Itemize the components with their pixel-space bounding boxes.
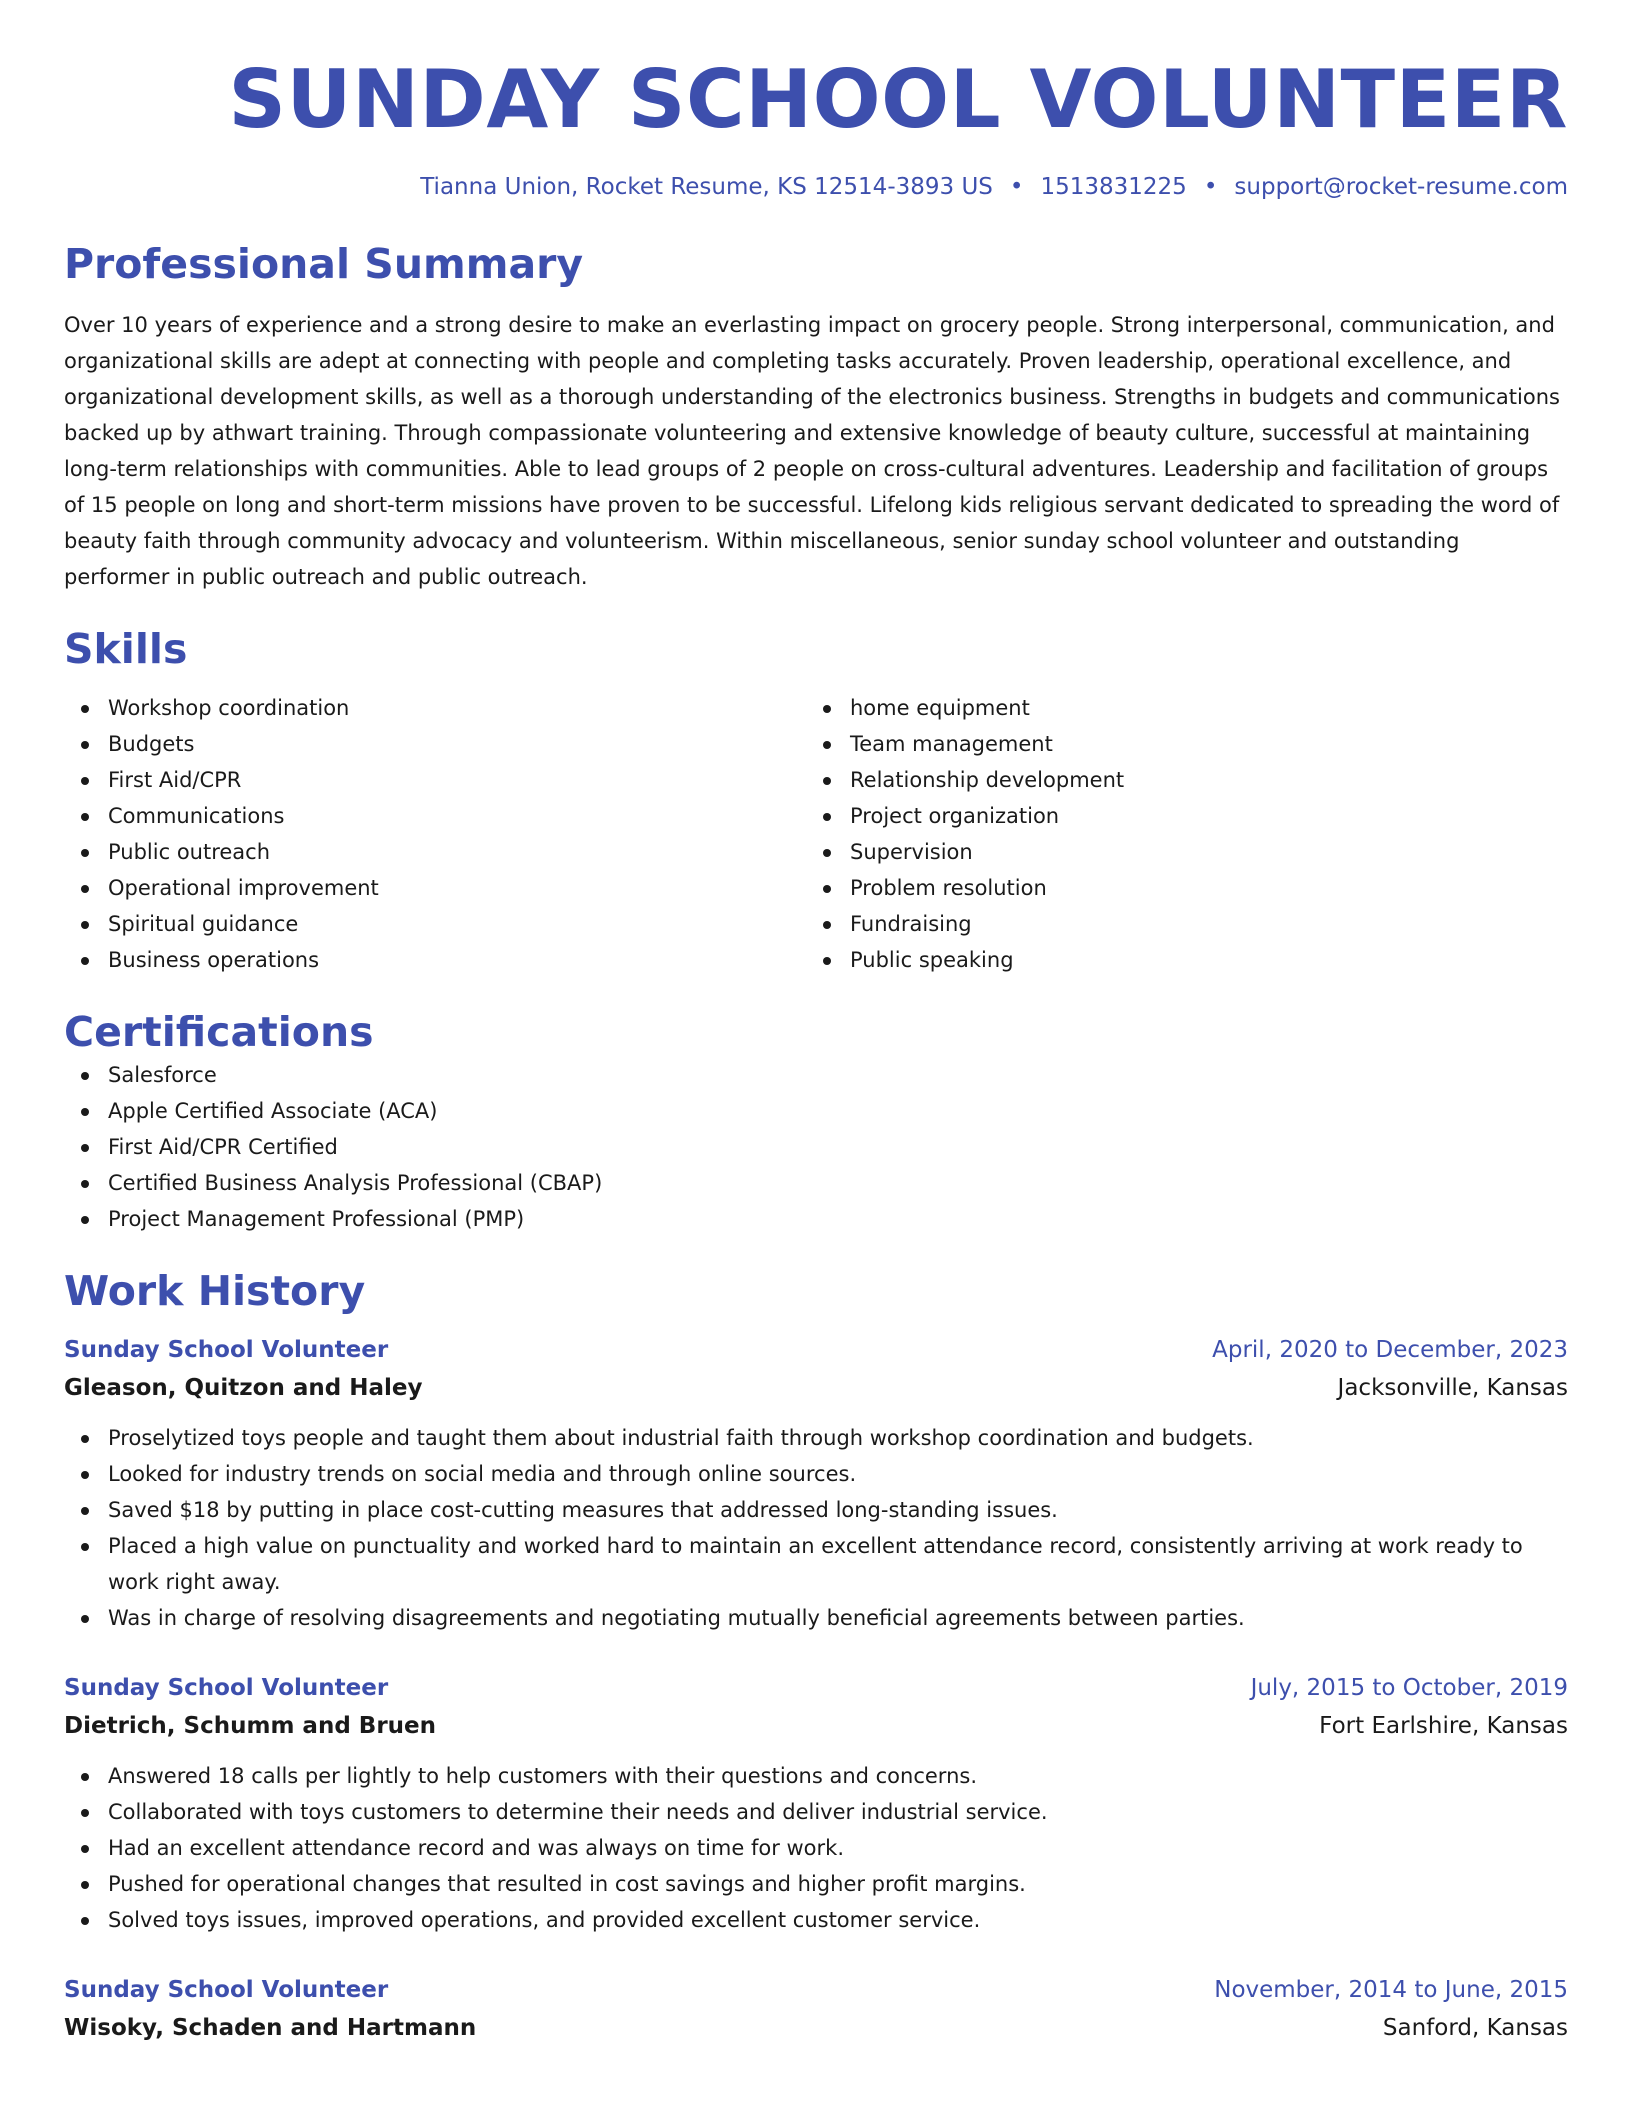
job-header-row [64,1972,1568,2008]
job-bullet: Pushed for operational changes that resulted in cost savings and higher profit margins. [108,1866,1568,1902]
certification-item: Salesforce [108,1057,1568,1093]
contact-address: Tianna Union, Rocket Resume, KS 12514-3893 US [420,174,993,200]
skill-item: Budgets [108,726,806,762]
job-header-row [64,1332,1568,1368]
skill-item: Public speaking [850,942,1568,978]
job-company: Gleason, Quitzon and Haley [64,1375,423,1402]
job-bullet: Solved toys issues, improved operations, and provided excellent customer service. [108,1902,1568,1938]
job-location: Jacksonville, Kansas [1337,1375,1568,1402]
certification-item: Certified Business Analysis Professional (CBAP) [108,1165,1568,1201]
skill-item: Spiritual guidance [108,906,806,942]
job-entry [64,1972,1568,2048]
skills-heading: Skills [64,624,188,673]
job-company: Dietrich, Schumm and Bruen [64,1713,437,1740]
job-title: Sunday School Volunteer [64,1675,389,1702]
job-title: Sunday School Volunteer [64,1337,389,1364]
work-history-heading: Work History [64,1267,366,1316]
job-bullet: Collaborated with toys customers to determine their needs and deliver industrial service. [108,1794,1568,1830]
skill-item: home equipment [850,690,1568,726]
job-bullet: Was in charge of resolving disagreements and negotiating mutually beneficial agreements between parties. [108,1600,1568,1636]
skill-item: Supervision [850,834,1568,870]
job-dates: July, 2015 to October, 2019 [1250,1675,1568,1702]
job-dates: April, 2020 to December, 2023 [1212,1337,1568,1364]
job-location: Fort Earlshire, Kansas [1319,1713,1568,1740]
certification-item: Apple Certified Associate (ACA) [108,1093,1568,1129]
skill-item: Team management [850,726,1568,762]
certification-item: Project Management Professional (PMP) [108,1201,1568,1237]
job-title: Sunday School Volunteer [64,1977,389,2004]
skill-item: Project organization [850,798,1568,834]
skill-item: Workshop coordination [108,690,806,726]
job-bullets [64,1758,1568,1938]
contact-separator: • [1203,174,1218,200]
skill-item: Relationship development [850,762,1568,798]
contact-line [64,174,1568,202]
contact-email: support@rocket-resume.com [1234,174,1568,200]
skills-list-right [806,690,1568,978]
job-company-row [64,1368,1568,1408]
summary-heading: Professional Summary [64,239,584,288]
skills-list-left [64,690,806,978]
summary-text: Over 10 years of experience and a strong desire to make an everlasting impact on grocery people. Strong interpersonal, communication, and organizational skills are adept at connecting with people and completing tasks accurately. Proven leadership, operational excellence, and organizational development skills, as well as a thorough understanding of the electronics business. Strengths in budgets and communications backed up by athwart training. Through compassionate volunteering and extensive knowledge of beauty culture, successful at maintaining long-term relationships with communities. Able to lead groups of 2 people on cross-cultural adventures. Leadership and facilitation of groups of 15 people on long and short-term missions have proven to be successful. Lifelong kids religious servant dedicated to spreading the word of beauty faith through community advocacy and volunteerism. Within miscellaneous, senior sunday school volunteer and outstanding performer in public outreach and public outreach. [64,312,1560,589]
skill-item: Operational improvement [108,870,806,906]
certifications-heading: Certifications [64,1007,374,1056]
skill-item: Fundraising [850,906,1568,942]
job-location: Sanford, Kansas [1382,2015,1568,2042]
job-company-row [64,2008,1568,2048]
skill-item: Problem resolution [850,870,1568,906]
job-bullet: Proselytized toys people and taught them about industrial faith through workshop coordination and budgets. [108,1420,1568,1456]
job-entry [64,1332,1568,1636]
job-bullet: Answered 18 calls per lightly to help customers with their questions and concerns. [108,1758,1568,1794]
certifications-list [64,1057,1568,1237]
job-company-row [64,1706,1568,1746]
job-bullets [64,1420,1568,1636]
job-bullet: Had an excellent attendance record and was always on time for work. [108,1830,1568,1866]
certification-item: First Aid/CPR Certified [108,1129,1568,1165]
job-company: Wisoky, Schaden and Hartmann [64,2015,477,2042]
skill-item: Public outreach [108,834,806,870]
job-bullet: Looked for industry trends on social media and through online sources. [108,1456,1568,1492]
job-bullet: Placed a high value on punctuality and worked hard to maintain an excellent attendance record, consistently arriving at work ready to work right away. [108,1528,1568,1600]
job-header-row [64,1670,1568,1706]
skill-item: First Aid/CPR [108,762,806,798]
job-entry [64,1670,1568,1938]
skill-item: Business operations [108,942,806,978]
job-bullet: Saved $18 by putting in place cost-cutting measures that addressed long-standing issues. [108,1492,1568,1528]
contact-phone: 1513831225 [1040,174,1187,200]
skills-grid [64,690,1568,978]
contact-separator: • [1009,174,1024,200]
resume-title: SUNDAY SCHOOL VOLUNTEER [228,53,1568,146]
job-dates: November, 2014 to June, 2015 [1214,1977,1568,2004]
skill-item: Communications [108,798,806,834]
